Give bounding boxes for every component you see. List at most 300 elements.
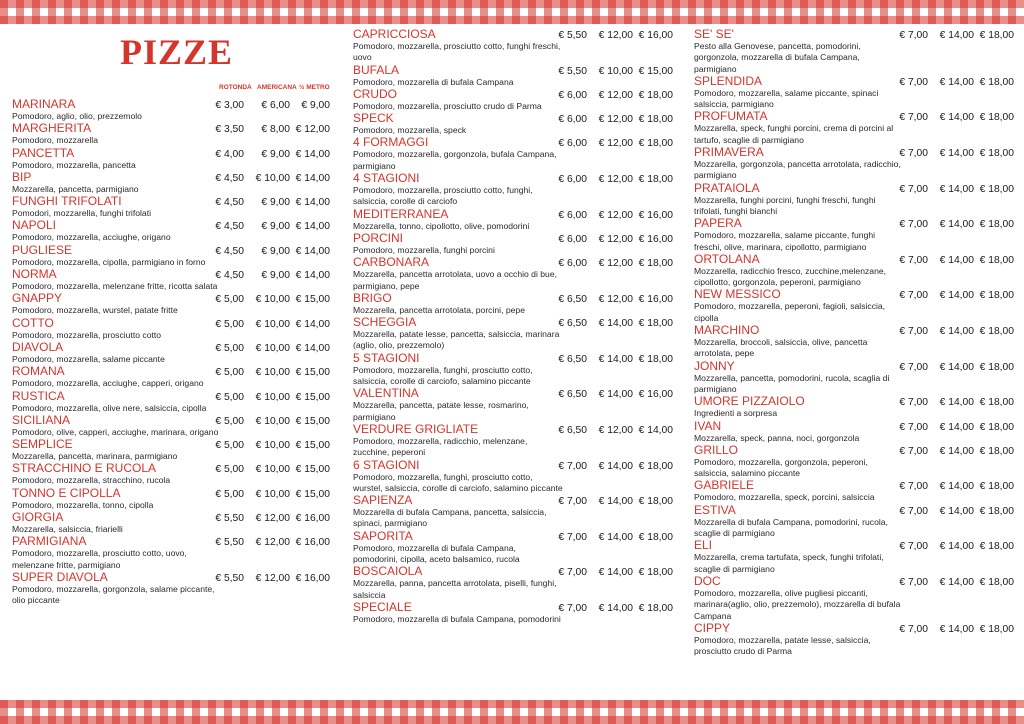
- menu-item: [694, 360, 1014, 396]
- price-americana: € 10,00: [255, 294, 290, 306]
- menu-item: [12, 268, 330, 292]
- price-rotonda: € 6,00: [558, 89, 587, 101]
- menu-item: [353, 352, 673, 388]
- price-mezzo-metro: € 15,00: [295, 294, 330, 306]
- price-americana: € 12,00: [598, 174, 633, 186]
- price-americana: € 12,00: [255, 537, 290, 549]
- price-americana: € 14,00: [939, 290, 974, 302]
- price-americana: € 9,00: [261, 245, 290, 257]
- pizza-description: Mozzarella, gorgonzola, pancetta arrotolata, radicchio, parmigiano: [694, 159, 901, 181]
- price-group: [557, 566, 673, 579]
- pizza-description: Pomodoro, mozzarella di bufala Campana, pomodorini, cipolla, aceto balsamico, rucola: [353, 542, 520, 565]
- price-mezzo-metro: € 15,00: [638, 65, 673, 77]
- pizza-description: Pomodoro, mozzarella, prosciutto cotto: [12, 329, 162, 340]
- pizza-name: SUPER DIAVOLA: [12, 569, 108, 584]
- price-rotonda: € 7,00: [899, 148, 928, 160]
- price-group: [557, 460, 673, 473]
- price-rotonda: € 5,00: [215, 440, 244, 452]
- price-americana: € 14,00: [939, 112, 974, 124]
- price-group: [214, 488, 330, 501]
- pizza-description: Pomodoro, mozzarella, radicchio, melenzane, zucchine, peperoni: [353, 435, 528, 458]
- menu-item: [694, 395, 1014, 419]
- price-mezzo-metro: € 18,00: [979, 445, 1014, 457]
- pizza-name: MARCHINO: [694, 323, 760, 338]
- price-group: [898, 325, 1014, 338]
- pizza-description: Mozzarella, funghi porcini, funghi freschi, funghi trifolati, funghi bianchi: [694, 194, 876, 216]
- pizza-name: PROFUMATA: [694, 109, 768, 124]
- price-group: [557, 137, 673, 150]
- pizza-description: Pomodori, mozzarella, funghi trifolati: [12, 208, 151, 219]
- menu-item: [353, 423, 673, 459]
- pizza-description: Pomodoro, mozzarella, olive pugliesi piccanti, marinara(aglio, olio, prezzemolo), mozzarella di bufala Campana: [694, 587, 901, 621]
- menu-item: [353, 28, 673, 64]
- size-header-americana: AMERICANA: [257, 84, 297, 91]
- price-group: [898, 29, 1014, 42]
- price-group: [557, 29, 673, 42]
- price-americana: € 14,00: [598, 602, 633, 614]
- price-americana: € 14,00: [939, 505, 974, 517]
- menu-item: [694, 420, 1014, 444]
- price-rotonda: € 6,00: [558, 174, 587, 186]
- gingham-border-bottom: [0, 700, 1024, 724]
- pizza-name: VERDURE GRIGLIATE: [353, 421, 479, 436]
- size-header-mezzo-metro: ½ METRO: [299, 84, 330, 91]
- price-group: [898, 396, 1014, 409]
- pizza-name: PANCETTA: [12, 145, 75, 160]
- menu-item: [12, 511, 330, 535]
- price-rotonda: € 5,00: [215, 391, 244, 403]
- pizza-name: FUNGHI TRIFOLATI: [12, 194, 122, 209]
- price-mezzo-metro: € 14,00: [295, 197, 330, 209]
- menu-items-column-3: [694, 28, 1014, 657]
- price-mezzo-metro: € 18,00: [979, 576, 1014, 588]
- price-mezzo-metro: € 16,00: [638, 233, 673, 245]
- pizza-description: Pomodoro, mozzarella, acciughe, origano: [12, 232, 171, 243]
- price-rotonda: € 7,00: [558, 531, 587, 543]
- page-title: PIZZE: [120, 32, 234, 72]
- price-rotonda: € 6,50: [558, 318, 587, 330]
- price-rotonda: € 7,00: [899, 254, 928, 266]
- menu-item: [694, 539, 1014, 575]
- price-mezzo-metro: € 14,00: [295, 342, 330, 354]
- price-americana: € 14,00: [939, 183, 974, 195]
- price-americana: € 12,00: [255, 572, 290, 584]
- size-headers: [12, 78, 330, 98]
- price-mezzo-metro: € 18,00: [638, 496, 673, 508]
- pizza-name: MARGHERITA: [12, 121, 92, 136]
- price-group: [898, 445, 1014, 458]
- price-americana: € 10,00: [255, 367, 290, 379]
- price-rotonda: € 4,50: [215, 197, 244, 209]
- price-mezzo-metro: € 18,00: [638, 258, 673, 270]
- pizza-description: Mozzarella, crema tartufata, speck, funghi trifolati, scaglie di parmigiano: [694, 552, 884, 574]
- pizza-description: Pomodoro, mozzarella, funghi, prosciutto cotto, salsiccia, corolle di carciofo, salamino piccante: [353, 364, 533, 387]
- menu-item: [353, 64, 673, 88]
- menu-item: [12, 292, 330, 316]
- pizza-name: CAPRICCIOSA: [353, 27, 436, 41]
- price-americana: € 9,00: [261, 197, 290, 209]
- price-rotonda: € 5,00: [215, 415, 244, 427]
- menu-item: [12, 122, 330, 146]
- pizza-description: Pomodoro, mozzarella di bufala Campana: [353, 76, 514, 87]
- size-header-rotonda: ROTONDA: [219, 84, 252, 91]
- price-americana: € 12,00: [255, 513, 290, 525]
- price-group: [214, 572, 330, 585]
- price-group: [898, 540, 1014, 553]
- price-mezzo-metro: € 15,00: [295, 415, 330, 427]
- pizza-description: Pomodoro, aglio, olio, prezzemolo: [12, 111, 142, 121]
- price-rotonda: € 7,00: [899, 421, 928, 433]
- pizza-description: Pomodoro, mozzarella, tonno, cipolla: [12, 499, 154, 510]
- price-mezzo-metro: € 18,00: [979, 30, 1014, 41]
- pizza-description: Pomodoro, mozzarella, stracchino, rucola: [12, 475, 171, 486]
- pizza-name: PAPERA: [694, 216, 742, 231]
- price-mezzo-metro: € 18,00: [638, 602, 673, 614]
- price-americana: € 12,00: [598, 30, 633, 41]
- price-rotonda: € 4,50: [215, 245, 244, 257]
- pizza-description: Mozzarella, panna, pancetta arrotolata, piselli, funghi, salsiccia: [353, 578, 557, 600]
- menu-item: [12, 195, 330, 219]
- menu-item: [353, 565, 673, 601]
- price-mezzo-metro: € 14,00: [295, 172, 330, 184]
- price-group: [898, 505, 1014, 518]
- price-group: [214, 245, 330, 258]
- pizza-name: BOSCAIOLA: [353, 564, 423, 579]
- price-group: [898, 623, 1014, 636]
- pizza-name: CIPPY: [694, 620, 731, 635]
- menu-item: [694, 75, 1014, 111]
- price-group: [214, 318, 330, 331]
- pizza-description: Pomodoro, mozzarella, wurstel, patate fritte: [12, 305, 178, 316]
- menu-item: [12, 244, 330, 268]
- price-rotonda: € 5,00: [215, 342, 244, 354]
- price-group: [557, 257, 673, 270]
- price-rotonda: € 7,00: [899, 361, 928, 373]
- price-group: [557, 89, 673, 102]
- menu-item: [12, 390, 330, 414]
- pizza-description: Pomodoro, mozzarella, salame piccante, spinaci salsiccia, parmigiano: [694, 87, 879, 110]
- menu-item: [353, 530, 673, 566]
- price-mezzo-metro: € 16,00: [638, 389, 673, 401]
- pizza-name: PARMIGIANA: [12, 534, 87, 549]
- pizza-name: TONNO E CIPOLLA: [12, 485, 121, 500]
- price-rotonda: € 7,00: [899, 76, 928, 88]
- price-mezzo-metro: € 18,00: [638, 531, 673, 543]
- pizza-description: Pomodoro, mozzarella, funghi porcini: [353, 244, 495, 255]
- price-americana: € 10,00: [598, 65, 633, 77]
- price-rotonda: € 6,00: [558, 138, 587, 150]
- menu-column-3: [694, 28, 1014, 657]
- menu-item: [353, 208, 673, 232]
- price-rotonda: € 3,00: [215, 100, 244, 111]
- pizza-name: 6 STAGIONI: [353, 457, 420, 472]
- pizza-description: Pomodoro, mozzarella, salame piccante: [12, 353, 165, 364]
- price-rotonda: € 5,00: [215, 488, 244, 500]
- pizza-name: SPECK: [353, 111, 394, 126]
- pizza-name: STRACCHINO E RUCOLA: [12, 461, 157, 476]
- price-rotonda: € 5,50: [215, 513, 244, 525]
- price-americana: € 14,00: [939, 481, 974, 493]
- price-group: [898, 76, 1014, 89]
- price-rotonda: € 6,00: [558, 233, 587, 245]
- pizza-name: ELI: [694, 538, 713, 553]
- price-mezzo-metro: € 18,00: [979, 481, 1014, 493]
- menu-item: [12, 365, 330, 389]
- pizza-description: Pomodoro, mozzarella, funghi, prosciutto cotto, wurstel, salsiccia, corolle di carciofo, salamino piccante: [353, 471, 563, 493]
- menu-item: [353, 292, 673, 316]
- price-americana: € 14,00: [598, 567, 633, 579]
- price-group: [557, 173, 673, 186]
- price-mezzo-metro: € 16,00: [638, 30, 673, 41]
- price-group: [898, 254, 1014, 267]
- price-mezzo-metro: € 14,00: [295, 221, 330, 233]
- pizza-name: PORCINI: [353, 230, 404, 245]
- pizza-name: BUFALA: [353, 62, 400, 77]
- price-rotonda: € 7,00: [899, 183, 928, 195]
- price-rotonda: € 3,50: [215, 124, 244, 136]
- price-mezzo-metro: € 18,00: [638, 353, 673, 365]
- price-rotonda: € 7,00: [558, 460, 587, 472]
- pizza-description: Mozzarella, pancetta, patate lesse, rosmarino, parmigiano: [353, 400, 529, 422]
- pizza-description: Pomodoro, mozzarella, gorgonzola, peperoni, salsiccia, salamino piccante: [694, 456, 868, 479]
- price-mezzo-metro: € 15,00: [295, 391, 330, 403]
- price-mezzo-metro: € 15,00: [295, 464, 330, 476]
- price-group: [557, 317, 673, 330]
- pizza-description: Mozzarella, broccoli, salsiccia, olive, pancetta arrotolata, pepe: [694, 337, 868, 359]
- price-rotonda: € 5,50: [558, 65, 587, 77]
- price-americana: € 14,00: [939, 219, 974, 231]
- price-group: [557, 233, 673, 246]
- price-group: [214, 366, 330, 379]
- price-americana: € 12,00: [598, 258, 633, 270]
- pizza-name: PRIMAVERA: [694, 145, 764, 160]
- pizza-name: GNAPPY: [12, 291, 63, 306]
- price-rotonda: € 6,50: [558, 389, 587, 401]
- pizza-name: IVAN: [694, 418, 722, 433]
- pizza-name: 4 FORMAGGI: [353, 135, 429, 150]
- price-mezzo-metro: € 14,00: [295, 318, 330, 330]
- price-americana: € 14,00: [939, 397, 974, 409]
- price-rotonda: € 5,00: [215, 464, 244, 476]
- menu-item: [694, 288, 1014, 324]
- price-mezzo-metro: € 15,00: [295, 367, 330, 379]
- menu-item: [353, 494, 673, 530]
- price-group: [557, 388, 673, 401]
- price-americana: € 14,00: [939, 623, 974, 635]
- price-americana: € 12,00: [598, 424, 633, 436]
- price-rotonda: € 6,50: [558, 293, 587, 305]
- price-americana: € 10,00: [255, 318, 290, 330]
- price-group: [898, 361, 1014, 374]
- pizza-name: ORTOLANA: [694, 251, 760, 266]
- pizza-name: GABRIELE: [694, 478, 755, 493]
- pizza-name: SPLENDIDA: [694, 73, 763, 88]
- pizza-name: NEW MESSICO: [694, 287, 781, 302]
- pizza-description: Mozzarella, pancetta arrotolata, porcini, pepe: [353, 304, 525, 315]
- price-americana: € 10,00: [255, 415, 290, 427]
- pizza-description: Pomodoro, mozzarella, gorgonzola, bufala Campana, parmigiano: [353, 149, 557, 171]
- pizza-name: RUSTICA: [12, 388, 65, 403]
- menu-item: [12, 219, 330, 243]
- price-group: [557, 209, 673, 222]
- menu-item: [694, 504, 1014, 540]
- price-mezzo-metro: € 14,00: [295, 270, 330, 282]
- price-americana: € 10,00: [255, 488, 290, 500]
- price-mezzo-metro: € 18,00: [638, 567, 673, 579]
- price-group: [898, 421, 1014, 434]
- price-group: [898, 289, 1014, 302]
- pizza-name: UMORE PIZZAIOLO: [694, 394, 805, 409]
- menu-item: [353, 232, 673, 256]
- price-group: [214, 269, 330, 282]
- price-americana: € 14,00: [598, 496, 633, 508]
- menu-item: [12, 438, 330, 462]
- price-rotonda: € 5,50: [215, 537, 244, 549]
- pizza-description: Mozzarella, tonno, cipollotto, olive, pomodorini: [353, 220, 530, 231]
- menu-item: [353, 387, 673, 423]
- price-americana: € 10,00: [255, 342, 290, 354]
- price-group: [557, 65, 673, 78]
- price-mezzo-metro: € 18,00: [979, 290, 1014, 302]
- price-rotonda: € 7,00: [558, 496, 587, 508]
- menu-item: [353, 172, 673, 208]
- pizza-name: DOC: [694, 573, 721, 588]
- price-group: [557, 113, 673, 126]
- price-rotonda: € 7,00: [899, 290, 928, 302]
- price-mezzo-metro: € 9,00: [301, 100, 330, 111]
- menu-item: [694, 146, 1014, 182]
- price-rotonda: € 5,50: [558, 30, 587, 41]
- price-americana: € 14,00: [939, 541, 974, 553]
- pizza-description: Pomodoro, mozzarella, patate lesse, salsiccia, prosciutto crudo di Parma: [694, 634, 871, 657]
- price-group: [214, 148, 330, 161]
- price-mezzo-metro: € 18,00: [979, 76, 1014, 88]
- price-rotonda: € 7,00: [899, 623, 928, 635]
- price-mezzo-metro: € 18,00: [638, 174, 673, 186]
- menu-item: [12, 147, 330, 171]
- pizza-description: Mozzarella di bufala Campana, pomodorini, rucola, scaglie di parmigiano: [694, 516, 888, 539]
- pizza-name: PRATAIOLA: [694, 180, 760, 195]
- menu-item: [353, 256, 673, 292]
- price-group: [214, 342, 330, 355]
- menu-item: [694, 253, 1014, 289]
- pizza-description: Pomodoro, mozzarella di bufala Campana, pomodorini: [353, 613, 561, 624]
- pizza-name: SE' SE': [694, 27, 734, 41]
- pizza-description: Pomodoro, mozzarella, cipolla, parmigiano in forno: [12, 256, 206, 267]
- price-group: [557, 353, 673, 366]
- pizza-name: COTTO: [12, 315, 54, 330]
- price-group: [214, 220, 330, 233]
- menu-item: [12, 317, 330, 341]
- price-group: [557, 424, 673, 437]
- pizza-name: CARBONARA: [353, 255, 430, 270]
- price-mezzo-metro: € 18,00: [979, 421, 1014, 433]
- price-group: [214, 512, 330, 525]
- price-group: [214, 172, 330, 185]
- price-mezzo-metro: € 18,00: [638, 89, 673, 101]
- menu-item: [12, 571, 330, 607]
- price-americana: € 12,00: [598, 233, 633, 245]
- price-mezzo-metro: € 18,00: [638, 460, 673, 472]
- pizza-description: Mozzarella, pancetta, marinara, parmigiano: [12, 451, 178, 462]
- price-group: [214, 536, 330, 549]
- price-rotonda: € 5,00: [215, 318, 244, 330]
- price-americana: € 12,00: [598, 293, 633, 305]
- price-mezzo-metro: € 18,00: [979, 148, 1014, 160]
- menu-item: [694, 622, 1014, 658]
- price-rotonda: € 7,00: [899, 576, 928, 588]
- price-group: [898, 480, 1014, 493]
- pizza-description: Pomodoro, mozzarella, prosciutto cotto, uovo, melenzane fritte, parmigiano: [12, 548, 187, 570]
- price-group: [898, 183, 1014, 196]
- pizza-description: Pomodoro, mozzarella, speck: [353, 125, 467, 136]
- price-americana: € 14,00: [939, 76, 974, 88]
- menu-item: [694, 182, 1014, 218]
- price-rotonda: € 5,00: [215, 294, 244, 306]
- price-americana: € 12,00: [598, 89, 633, 101]
- price-rotonda: € 4,50: [215, 172, 244, 184]
- menu-column-2: [353, 28, 673, 625]
- price-rotonda: € 7,00: [899, 541, 928, 553]
- pizza-name: DIAVOLA: [12, 339, 64, 354]
- pizza-description: Mozzarella di bufala Campana, pancetta, salsiccia, spinaci, parmigiano: [353, 507, 547, 529]
- price-rotonda: € 7,00: [899, 397, 928, 409]
- menu-items-column-2: [353, 28, 673, 625]
- pizza-name: SCHEGGIA: [353, 315, 417, 330]
- pizza-name: BIP: [12, 169, 32, 184]
- price-rotonda: € 6,00: [558, 258, 587, 270]
- price-group: [214, 293, 330, 306]
- price-americana: € 14,00: [598, 353, 633, 365]
- menu-column-1: [12, 30, 330, 607]
- price-group: [898, 218, 1014, 231]
- pizza-name: SAPORITA: [353, 528, 413, 543]
- menu-item: [694, 324, 1014, 360]
- price-mezzo-metro: € 15,00: [295, 488, 330, 500]
- pizza-name: ROMANA: [12, 364, 65, 379]
- price-rotonda: € 7,00: [899, 30, 928, 41]
- menu-item: [353, 136, 673, 172]
- pizza-description: Pomodoro, mozzarella, peperoni, fagioli, salsiccia, cipolla: [694, 301, 886, 323]
- pizza-description: Ingredienti a sorpresa: [694, 408, 778, 419]
- price-group: [898, 111, 1014, 124]
- price-group: [214, 415, 330, 428]
- price-mezzo-metro: € 16,00: [295, 513, 330, 525]
- menu-item: [694, 28, 1014, 75]
- pizza-description: Pomodoro, mozzarella, gorgonzola, salame piccante, olio piccante: [12, 583, 215, 606]
- pizza-name: CRUDO: [353, 86, 397, 101]
- price-rotonda: € 6,50: [558, 353, 587, 365]
- pizza-description: Pomodoro, mozzarella, salame piccante, funghi freschi, olive, marinara, cipollotto, parmigiano: [694, 230, 876, 252]
- menu-item: [12, 171, 330, 195]
- pizza-name: SICILIANA: [12, 412, 71, 427]
- price-americana: € 14,00: [939, 148, 974, 160]
- pizza-description: Pomodoro, mozzarella, pancetta: [12, 159, 136, 170]
- price-americana: € 14,00: [939, 576, 974, 588]
- price-americana: € 10,00: [255, 464, 290, 476]
- price-mezzo-metro: € 18,00: [979, 112, 1014, 124]
- menu-item: [694, 575, 1014, 622]
- price-mezzo-metro: € 16,00: [638, 293, 673, 305]
- price-americana: € 6,00: [261, 100, 290, 111]
- price-group: [557, 495, 673, 508]
- pizza-name: JONNY: [694, 358, 735, 373]
- pizza-description: Pomodoro, mozzarella, melenzane fritte, ricotta salata: [12, 281, 218, 292]
- pizza-name: MEDITERRANEA: [353, 206, 449, 221]
- price-rotonda: € 4,50: [215, 221, 244, 233]
- price-rotonda: € 4,00: [215, 148, 244, 160]
- price-mezzo-metro: € 18,00: [638, 114, 673, 126]
